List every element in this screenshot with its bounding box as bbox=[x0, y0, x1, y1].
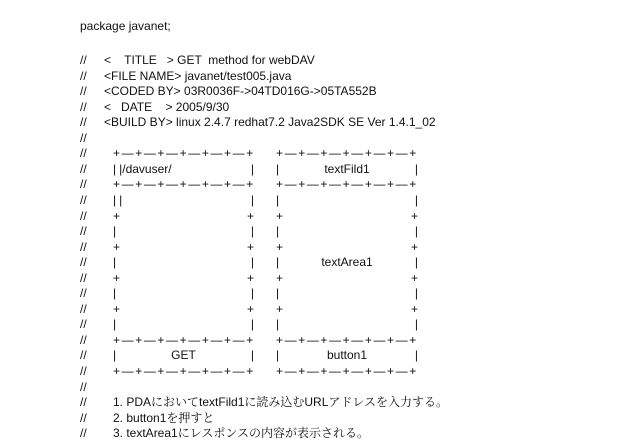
comment-prefix: // bbox=[80, 68, 87, 83]
box-edge: | bbox=[113, 161, 117, 176]
comment-text: < DATE > 2005/9/30 bbox=[104, 99, 230, 114]
left-box-segment bbox=[113, 224, 254, 240]
box-edge: | bbox=[414, 348, 418, 363]
box-label: button1 bbox=[326, 348, 368, 363]
box-space bbox=[116, 317, 251, 333]
step-text: 2. button1を押すと bbox=[113, 410, 215, 425]
comment-prefix: // bbox=[80, 348, 87, 363]
box-space bbox=[120, 209, 247, 225]
box-border: +—+—+—+—+—+—+ bbox=[276, 146, 418, 161]
right-box-segment bbox=[276, 162, 418, 178]
right-box-segment bbox=[276, 271, 418, 287]
left-box-segment bbox=[113, 177, 254, 193]
comment-prefix: // bbox=[80, 395, 87, 410]
comment-prefix: // bbox=[80, 364, 87, 378]
box-edge: | bbox=[113, 317, 117, 332]
box-space bbox=[116, 255, 251, 271]
box-border: +—+—+—+—+—+—+ bbox=[113, 332, 255, 347]
comment-text: <BUILD BY> linux 2.4.7 redhat7.2 Java2SDK SE Ver 1.4.1_02 bbox=[104, 115, 436, 130]
box-edge: + bbox=[113, 270, 121, 285]
comment-prefix: // bbox=[80, 177, 87, 192]
box-edge: | bbox=[250, 224, 254, 239]
right-box-segment bbox=[276, 193, 418, 209]
right-box-segment bbox=[276, 333, 418, 349]
comment-prefix: // bbox=[80, 239, 87, 254]
box-label: GET bbox=[171, 348, 196, 363]
comment-prefix: // bbox=[80, 410, 87, 425]
box-edge: + bbox=[410, 208, 418, 223]
box-edge: + bbox=[113, 239, 121, 254]
right-box-segment bbox=[276, 240, 418, 256]
comment-text: <FILE NAME> javanet/test005.java bbox=[104, 68, 292, 83]
comment-prefix: // bbox=[80, 53, 87, 67]
comment-prefix: // bbox=[80, 224, 87, 239]
box-edge: + bbox=[410, 301, 418, 316]
left-box-segment bbox=[113, 333, 254, 349]
box-edge: + bbox=[113, 301, 121, 316]
left-box-segment bbox=[113, 209, 254, 225]
box-border: +—+—+—+—+—+—+ bbox=[113, 177, 255, 192]
box-edge: | bbox=[250, 286, 254, 301]
box-edge: | bbox=[276, 192, 280, 207]
comment-prefix: // bbox=[80, 255, 87, 270]
left-box-segment bbox=[113, 348, 254, 364]
comment-prefix: // bbox=[80, 84, 87, 99]
box-edge: + bbox=[276, 239, 284, 254]
box-space bbox=[283, 302, 411, 318]
box-edge: | bbox=[250, 348, 254, 363]
box-edge: | bbox=[113, 224, 117, 239]
left-box-segment bbox=[113, 240, 254, 256]
comment-prefix: // bbox=[80, 115, 87, 130]
comment-prefix: // bbox=[80, 426, 87, 441]
step-text: 1. PDAにおいてtextFild1に読み込むURLアドレスを入力する。 bbox=[113, 395, 449, 410]
box-label: textArea1 bbox=[321, 255, 373, 270]
box-border: +—+—+—+—+—+—+ bbox=[113, 364, 255, 378]
box-space bbox=[120, 240, 247, 256]
box-space bbox=[283, 240, 411, 256]
box-edge: | bbox=[276, 224, 280, 239]
left-box-segment bbox=[113, 255, 254, 271]
box-edge: | bbox=[250, 161, 254, 176]
box-label: |/davuser/ bbox=[119, 161, 172, 176]
box-edge: | bbox=[276, 161, 280, 176]
box-edge: | bbox=[250, 255, 254, 270]
comment-text: < TITLE > GET method for webDAV bbox=[104, 53, 315, 67]
box-edge: | bbox=[276, 317, 280, 332]
box-edge: | bbox=[113, 255, 117, 270]
comment-prefix: // bbox=[80, 379, 87, 394]
box-space bbox=[279, 317, 415, 333]
left-box-segment bbox=[113, 364, 254, 380]
box-edge: + bbox=[276, 208, 284, 223]
box-edge: + bbox=[246, 239, 254, 254]
right-box-segment bbox=[276, 209, 418, 225]
box-space bbox=[120, 302, 247, 318]
left-box-segment bbox=[113, 302, 254, 318]
comment-prefix: // bbox=[80, 270, 87, 285]
box-edge: + bbox=[246, 270, 254, 285]
box-edge: | bbox=[113, 286, 117, 301]
right-box-segment bbox=[276, 348, 418, 364]
comment-prefix: // bbox=[80, 317, 87, 332]
box-label: | bbox=[119, 192, 123, 207]
comment-prefix: // bbox=[80, 130, 87, 145]
box-edge: | bbox=[250, 317, 254, 332]
box-label: textFild1 bbox=[324, 161, 370, 176]
right-box-segment bbox=[276, 224, 418, 240]
comment-prefix: // bbox=[80, 332, 87, 347]
box-edge: + bbox=[246, 301, 254, 316]
right-box-segment bbox=[276, 146, 418, 162]
left-box-segment bbox=[113, 286, 254, 302]
box-space bbox=[116, 286, 251, 302]
right-box-segment bbox=[276, 302, 418, 318]
comment-prefix: // bbox=[80, 208, 87, 223]
box-edge: + bbox=[276, 301, 284, 316]
box-edge: + bbox=[410, 239, 418, 254]
box-space bbox=[283, 271, 411, 287]
box-edge: | bbox=[113, 192, 117, 207]
box-space bbox=[279, 224, 415, 240]
right-box-segment bbox=[276, 364, 418, 380]
step-text: 3. textArea1にレスポンスの内容が表示される。 bbox=[113, 426, 369, 441]
left-box-segment bbox=[113, 271, 254, 287]
box-edge: | bbox=[414, 161, 418, 176]
right-box-segment bbox=[276, 317, 418, 333]
right-box-segment bbox=[276, 286, 418, 302]
comment-prefix: // bbox=[80, 301, 87, 316]
box-edge: + bbox=[113, 208, 121, 223]
comment-prefix: // bbox=[80, 286, 87, 301]
box-space bbox=[116, 224, 251, 240]
box-edge: | bbox=[414, 286, 418, 301]
comment-prefix: // bbox=[80, 192, 87, 207]
box-space bbox=[279, 193, 415, 209]
box-edge: | bbox=[250, 192, 254, 207]
comment-prefix: // bbox=[80, 99, 87, 114]
box-space bbox=[283, 209, 411, 225]
right-box-segment bbox=[276, 177, 418, 193]
box-edge: | bbox=[276, 348, 280, 363]
left-box-segment bbox=[113, 193, 254, 209]
box-border: +—+—+—+—+—+—+ bbox=[113, 146, 255, 161]
left-box-segment bbox=[113, 146, 254, 162]
box-edge: + bbox=[410, 270, 418, 285]
box-edge: | bbox=[414, 255, 418, 270]
comment-prefix: // bbox=[80, 161, 87, 176]
box-border: +—+—+—+—+—+—+ bbox=[276, 177, 418, 192]
box-border: +—+—+—+—+—+—+ bbox=[276, 364, 418, 378]
comment-text: <CODED BY> 03R0036F->04TD016G->05TA552B bbox=[104, 84, 377, 99]
box-edge: | bbox=[414, 192, 418, 207]
left-box-segment bbox=[113, 162, 254, 178]
box-edge: + bbox=[276, 270, 284, 285]
box-space bbox=[120, 271, 247, 287]
box-border: +—+—+—+—+—+—+ bbox=[276, 332, 418, 347]
comment-prefix: // bbox=[80, 146, 87, 161]
right-box-segment bbox=[276, 255, 418, 271]
box-space bbox=[279, 286, 415, 302]
box-edge: + bbox=[246, 208, 254, 223]
box-edge: | bbox=[414, 224, 418, 239]
box-edge: | bbox=[276, 286, 280, 301]
box-edge: | bbox=[113, 348, 117, 363]
box-edge: | bbox=[414, 317, 418, 332]
package-declaration: package javanet; bbox=[80, 19, 171, 33]
box-edge: | bbox=[276, 255, 280, 270]
left-box-segment bbox=[113, 317, 254, 333]
